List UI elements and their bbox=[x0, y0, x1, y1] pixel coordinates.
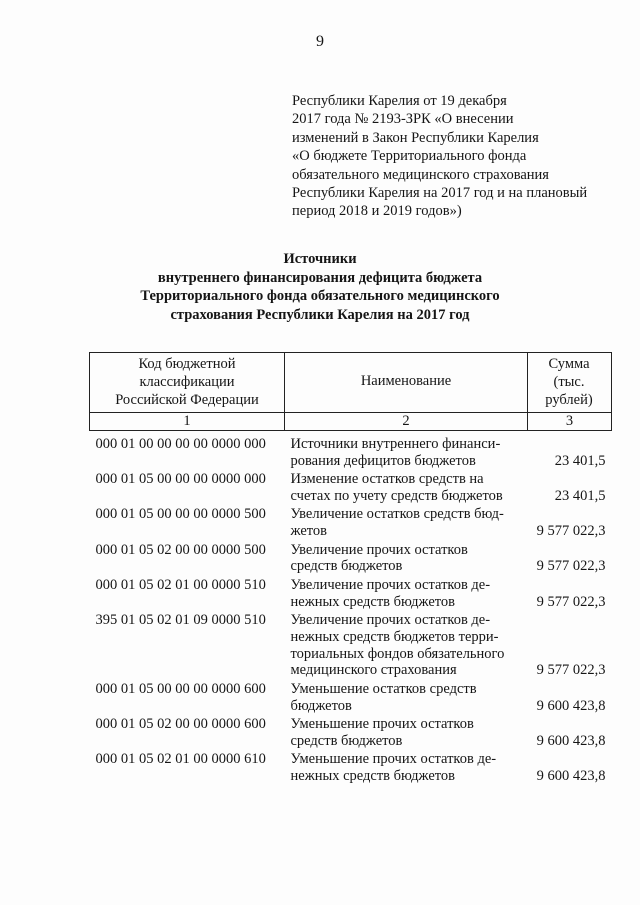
column-number: 3 bbox=[528, 413, 612, 431]
header-sum: Сумма (тыс. рублей) bbox=[528, 353, 612, 413]
table-row bbox=[90, 612, 612, 681]
row-name: Увеличение прочих остатков средств бюджетов bbox=[290, 541, 468, 575]
row-sum: 9 577 022,3 bbox=[536, 662, 606, 679]
row-name: Источники внутреннего финанси- рования дефицитов бюджетов bbox=[290, 436, 501, 469]
row-code: 000 01 05 00 00 00 0000 000 bbox=[95, 471, 266, 488]
table-row bbox=[90, 751, 612, 786]
header-name: Наименование bbox=[285, 353, 528, 413]
preamble-line: «О бюджете Территориального фонда bbox=[292, 148, 527, 165]
row-name: Уменьшение прочих остатков средств бюджетов bbox=[290, 715, 474, 749]
preamble-line: период 2018 и 2019 годов») bbox=[292, 203, 462, 220]
column-number-row bbox=[90, 413, 612, 431]
financing-sources-table bbox=[89, 352, 612, 786]
table-row bbox=[90, 431, 612, 472]
table-row bbox=[90, 542, 612, 577]
row-code: 000 01 05 02 01 00 0000 510 bbox=[95, 576, 266, 593]
row-sum: 9 577 022,3 bbox=[536, 558, 606, 575]
page-number: 9 bbox=[316, 33, 324, 50]
row-code: 000 01 05 02 00 00 0000 600 bbox=[95, 715, 266, 732]
title-line: страхования Республики Карелия на 2017 год bbox=[170, 306, 470, 323]
table-row bbox=[90, 506, 612, 541]
table-row bbox=[90, 577, 612, 612]
row-sum: 9 600 423,8 bbox=[536, 767, 606, 784]
row-name: Увеличение остатков средств бюд- жетов bbox=[290, 506, 504, 540]
preamble-line: Республики Карелия на 2017 год и на плановый bbox=[292, 185, 588, 202]
row-sum: 9 577 022,3 bbox=[536, 593, 606, 610]
preamble-line: обязательного медицинского страхования bbox=[292, 166, 549, 183]
row-name: Увеличение прочих остатков де- нежных средств бюджетов терри- ториальных фондов обязательного медицинского страхования bbox=[290, 611, 505, 679]
table-row bbox=[90, 681, 612, 716]
row-sum: 9 600 423,8 bbox=[536, 732, 606, 749]
row-sum: 9 577 022,3 bbox=[536, 523, 606, 540]
preamble-line: 2017 года № 2193-ЗРК «О внесении bbox=[292, 111, 514, 128]
table-header-row bbox=[90, 353, 612, 413]
row-code: 000 01 05 00 00 00 0000 600 bbox=[95, 680, 266, 697]
row-sum: 23 401,5 bbox=[554, 452, 606, 469]
preamble bbox=[292, 92, 632, 221]
preamble-line: Республики Карелия от 19 декабря bbox=[292, 93, 507, 109]
column-number: 1 bbox=[90, 413, 285, 431]
title-line: Источники bbox=[283, 251, 357, 267]
row-code: 000 01 05 00 00 00 0000 500 bbox=[95, 506, 266, 523]
title-line: Территориального фонда обязательного медицинского bbox=[140, 288, 500, 305]
row-code: 000 01 00 00 00 00 0000 000 bbox=[95, 436, 266, 452]
header-code: Код бюджетной классификации Российской Федерации bbox=[90, 353, 285, 413]
table-row bbox=[90, 716, 612, 751]
row-code: 000 01 05 02 00 00 0000 500 bbox=[95, 541, 266, 558]
row-sum: 9 600 423,8 bbox=[536, 697, 606, 714]
row-code: 000 01 05 02 01 00 0000 610 bbox=[95, 751, 266, 768]
document-title bbox=[0, 250, 640, 324]
table-row bbox=[90, 471, 612, 506]
preamble-line: изменений в Закон Республики Карелия bbox=[292, 129, 539, 146]
row-code: 395 01 05 02 01 09 0000 510 bbox=[95, 611, 266, 628]
row-sum: 23 401,5 bbox=[554, 487, 606, 504]
row-name: Уменьшение остатков средств бюджетов bbox=[290, 680, 477, 714]
row-name: Изменение остатков средств на счетах по учету средств бюджетов bbox=[290, 471, 503, 504]
row-name: Увеличение прочих остатков де- нежных средств бюджетов bbox=[290, 576, 491, 610]
column-number: 2 bbox=[285, 413, 528, 431]
title-line: внутреннего финансирования дефицита бюджета bbox=[157, 269, 483, 286]
row-name: Уменьшение прочих остатков де- нежных средств бюджетов bbox=[290, 751, 497, 784]
